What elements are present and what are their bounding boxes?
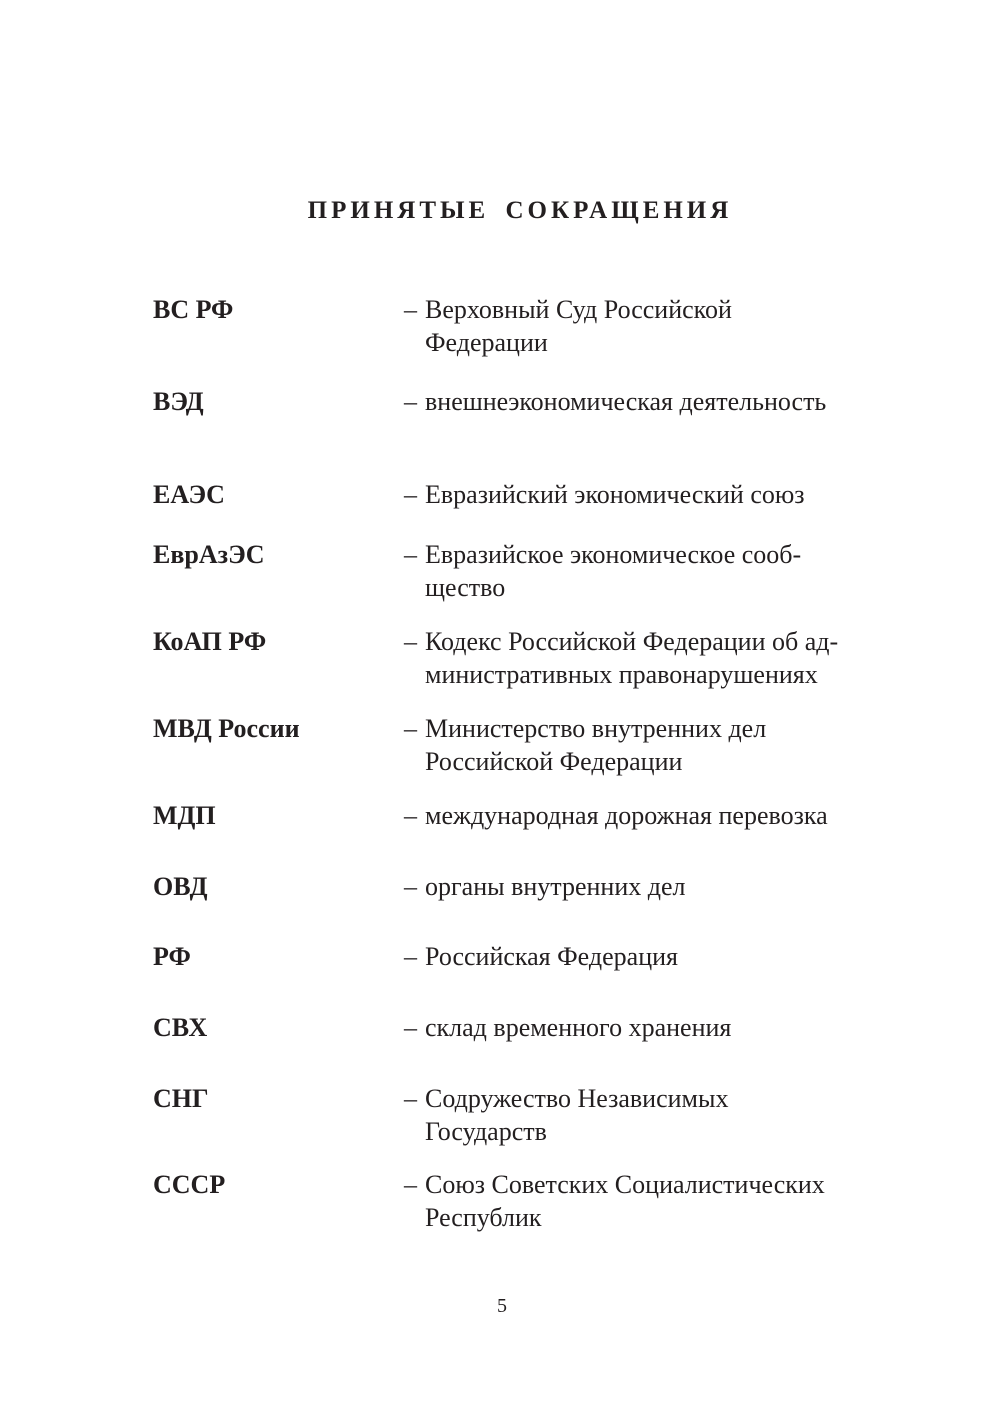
abbreviation: КоАП РФ (153, 627, 267, 656)
dash: – (404, 540, 417, 569)
dash: – (404, 387, 417, 416)
abbreviation-description (404, 1011, 874, 1044)
abbreviation: РФ (153, 942, 191, 971)
dash: – (404, 1013, 417, 1042)
abbreviation-description (404, 712, 874, 778)
dash: – (404, 480, 417, 509)
dash: – (404, 872, 417, 901)
description-line: Министерство внутренних дел (425, 714, 767, 743)
abbreviation-description (404, 385, 874, 418)
abbreviation: ЕАЭС (153, 480, 225, 509)
dash: – (404, 1170, 417, 1199)
description-line: Верховный Суд Российской (425, 295, 732, 324)
abbreviation-description (404, 538, 874, 604)
abbreviation-description (404, 870, 874, 903)
abbreviation: СССР (153, 1170, 226, 1199)
description-line: Федерации (425, 328, 548, 357)
abbreviation: ЕврАзЭС (153, 540, 265, 569)
dash: – (404, 295, 417, 324)
description-line: внешнеэкономическая деятельность (425, 387, 827, 416)
description-line: Российская Федерация (425, 942, 678, 971)
abbreviation: МВД России (153, 714, 300, 743)
description-line: Российской Федерации (425, 747, 683, 776)
abbreviation: СВХ (153, 1013, 208, 1042)
dash: – (404, 942, 417, 971)
abbreviation-description (404, 1168, 874, 1234)
description-line: щество (425, 573, 506, 602)
abbreviation: ВС РФ (153, 295, 234, 324)
page-number: 5 (497, 1295, 507, 1317)
description-line: Государств (425, 1117, 547, 1146)
description-line: международная дорожная перевозка (425, 801, 828, 830)
abbreviation-description (404, 478, 874, 511)
description-line: Кодекс Российской Федерации об ад- (425, 627, 839, 656)
abbreviation: СНГ (153, 1084, 209, 1113)
abbreviation-description (404, 293, 874, 359)
abbreviation-description (404, 625, 874, 691)
abbreviation-description (404, 940, 874, 973)
description-line: Евразийский экономический союз (425, 480, 805, 509)
description-line: Содружество Независимых (425, 1084, 729, 1113)
abbreviation-description (404, 799, 874, 832)
dash: – (404, 627, 417, 656)
abbreviation: ОВД (153, 872, 208, 901)
description-line: Республик (425, 1203, 542, 1232)
abbreviation: МДП (153, 801, 216, 830)
dash: – (404, 801, 417, 830)
description-line: органы внутренних дел (425, 872, 686, 901)
dash: – (404, 714, 417, 743)
abbreviation: ВЭД (153, 387, 204, 416)
description-line: склад временного хранения (425, 1013, 732, 1042)
page-title: ПРИНЯТЫЕ СОКРАЩЕНИЯ (307, 197, 733, 224)
dash: – (404, 1084, 417, 1113)
description-line: министративных правонарушениях (425, 660, 818, 689)
abbreviation-description (404, 1082, 874, 1148)
description-line: Союз Советских Социалистических (425, 1170, 825, 1199)
description-line: Евразийское экономическое сооб- (425, 540, 802, 569)
